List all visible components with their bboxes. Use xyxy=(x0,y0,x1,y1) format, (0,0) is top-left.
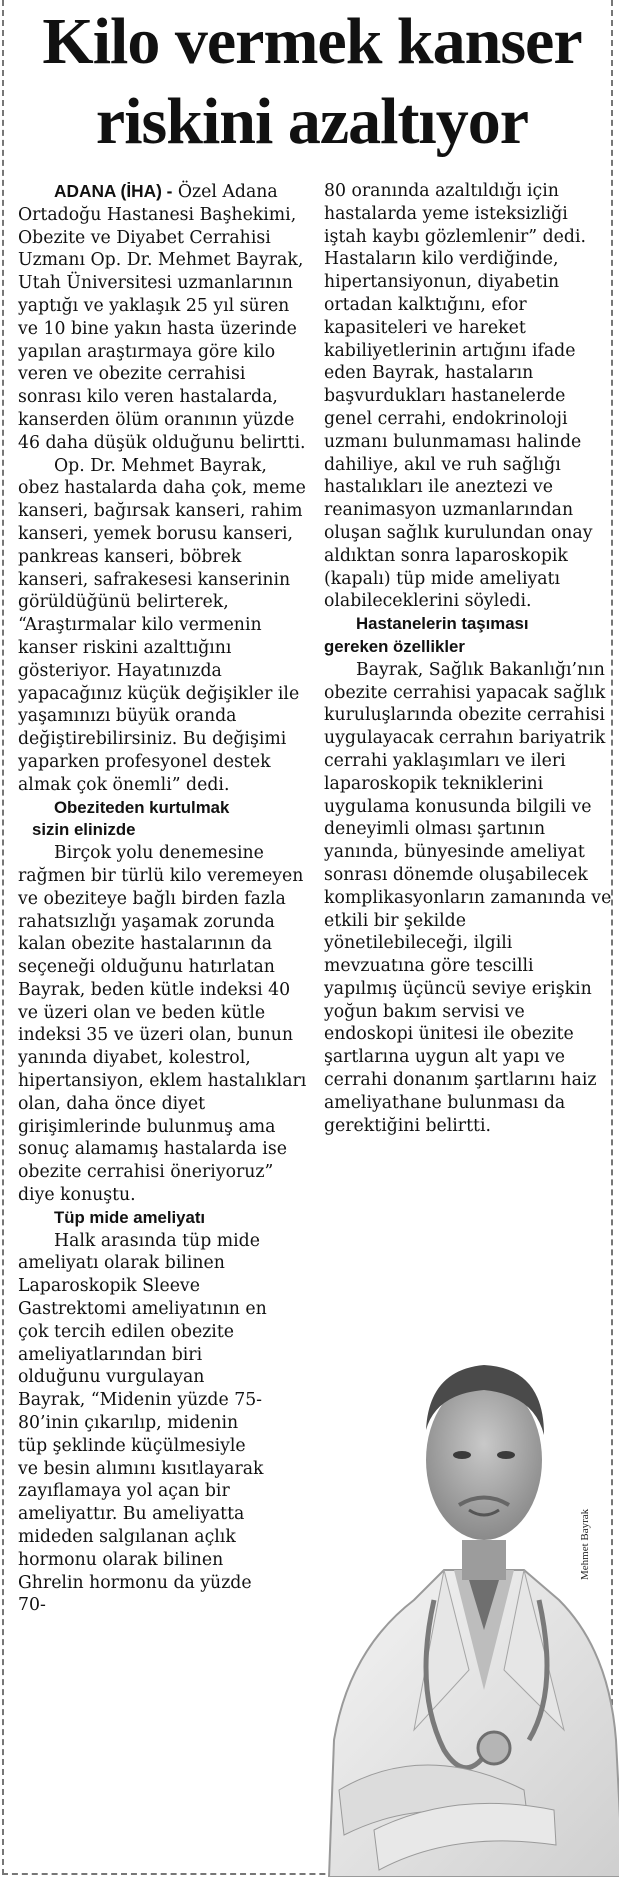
subheading-sleeve: Tüp mide ameliyatı xyxy=(54,1207,206,1227)
subheading-obesity: Obeziteden kurtulmak xyxy=(54,797,230,817)
paragraph-intro-text: Özel Adana Ortadoğu Hastanesi Başhekimi, Obezite ve Diyabet Cerrahisi Uzmanı Op. Dr. Mehmet Bayrak, Utah Üniversitesi uzmanlarının yaptığı ve yaklaşık 25 yıl süren ve 10 bine yakın hasta üzerinde yapılan araştırmaya göre kilo veren ve obezite cerrahisi sonrası kilo veren hastalarda, kanserden ölüm oranının yüzde 46 daha düşük olduğunu belirtti. xyxy=(18,182,306,453)
photo-caption: Mehmet Bayrak xyxy=(579,1508,591,1580)
doctor-photo xyxy=(294,1270,619,1877)
paragraph-sleeve-gastrectomy: Halk arasında tüp mide ameliyatı olarak bilinen Laparoskopik Sleeve Gastrektomi ameliyatının en çok tercih edilen obezite ameliyatlarından biri olduğunu vurgulayan Bayrak, “Midenin yüzde 75-80’inin çıkarılıp, midenin tüp şeklinde küçülmesiyle ve besin alımını kısıtlayarak zayıflamaya yol açan bir ameliyattır. Bu ameliyatta mideden salgılanan açlık hormonu olarak bilinen Ghrelin hormonu da yüzde 70- xyxy=(18,1230,267,1616)
headline-line-2: riskini azaltıyor xyxy=(95,85,529,158)
subheading-obesity-line-2: sizin elinizde xyxy=(32,820,136,840)
subheading-hospitals: Hastanelerin taşıması xyxy=(356,614,529,634)
subheading-hospitals-line-2: gereken özellikler xyxy=(324,636,465,656)
paragraph-surgery-candidates: Birçok yolu denemesine rağmen bir türlü kilo veremeyen ve obeziteye bağlı birden fazla rahatsızlığı yaşamak zorunda kalan obezite hastalarının da seçeneği olduğunu hatırlatan Bayrak, beden kütle indeksi 40 ve üzeri olan ve beden kütle indeksi 35 ve üzeri olan, bunun yanında diyabet, kolestrol, hipertansiyon, eklem hastalıkları olan, daha önce diyet girişimlerinde bulunmuş ama sonuç alamamış hastalarda ise obezite cerrahisi öneriyoruz” diye konuştu. xyxy=(18,843,307,1206)
article-column-left xyxy=(18,180,311,1617)
article-column-right xyxy=(324,180,612,1137)
newspaper-clipping xyxy=(2,0,613,1875)
paragraph-intro xyxy=(18,180,311,455)
paragraph-cancer-types: Op. Dr. Mehmet Bayrak, obez hastalarda daha çok, meme kanseri, bağırsak kanseri, rahim kanseri, yemek borusu kanseri, pankreas kanseri, böbrek kanseri, safrakesesi kanserinin görüldüğünü belirterek, “Araştırmalar kilo vermenin kanser riskini azalttığını gösteriyor. Hayatınızda yapacağınız küçük değişikler ile yaşamınızı büyük oranda değiştirebilirsiniz. Bu değişimi yaparken profesyonel destek almak çok önemli” dedi. xyxy=(18,455,306,795)
paragraph-results: 80 oranında azaltıldığı için hastalarda yeme isteksizliği iştah kaybı gözlemlenir” dedi. Hastaların kilo verdiğinde, hipertansiyonun, diyabetin ortadan kalktığını, efor kapasiteleri ve hareket kabiliyetlerinin artığını ifade eden Bayrak, hastaların başvurdukları hastanelerde genel cerrahi, endokrinoloji uzmanı bulunmaması halinde dahiliye, akıl ve ruh sağlığı hastalıkları ile aneztezi ve reanimasyon uzmanlarından oluşan sağlık kurulundan onay aldıktan sonra laparoskopik (kapalı) tüp mide ameliyatı olabileceklerini söyledi. xyxy=(324,181,593,612)
headline-line-1: Kilo vermek kanser xyxy=(42,5,582,78)
dateline: ADANA (İHA) - xyxy=(54,181,173,201)
paragraph-hospital-requirements: Bayrak, Sağlık Bakanlığı’nın obezite cerrahisi yapacak sağlık kuruluşlarında obezite cerrahisi uygulayacak cerrahın bariyatrik cerrahi yaklaşımları ve ileri laparoskopik tekniklerini uygulama konusunda bilgili ve deneyimli olması şartının yanında, bünyesinde ameliyat sonrası dönemde oluşabilecek komplikasyonların zamanında ve etkili bir şekilde yönetilebileceği, ilgili mevzuatına göre tescilli yapılmış üçüncü seviye erişkin yoğun bakım servisi ve endoskopi ünitesi ile obezite şartlarına uygun alt yapı ve cerrahi donanım şartlarını haiz ameliyathane bulunması da gerektiğini belirtti. xyxy=(324,659,612,1136)
